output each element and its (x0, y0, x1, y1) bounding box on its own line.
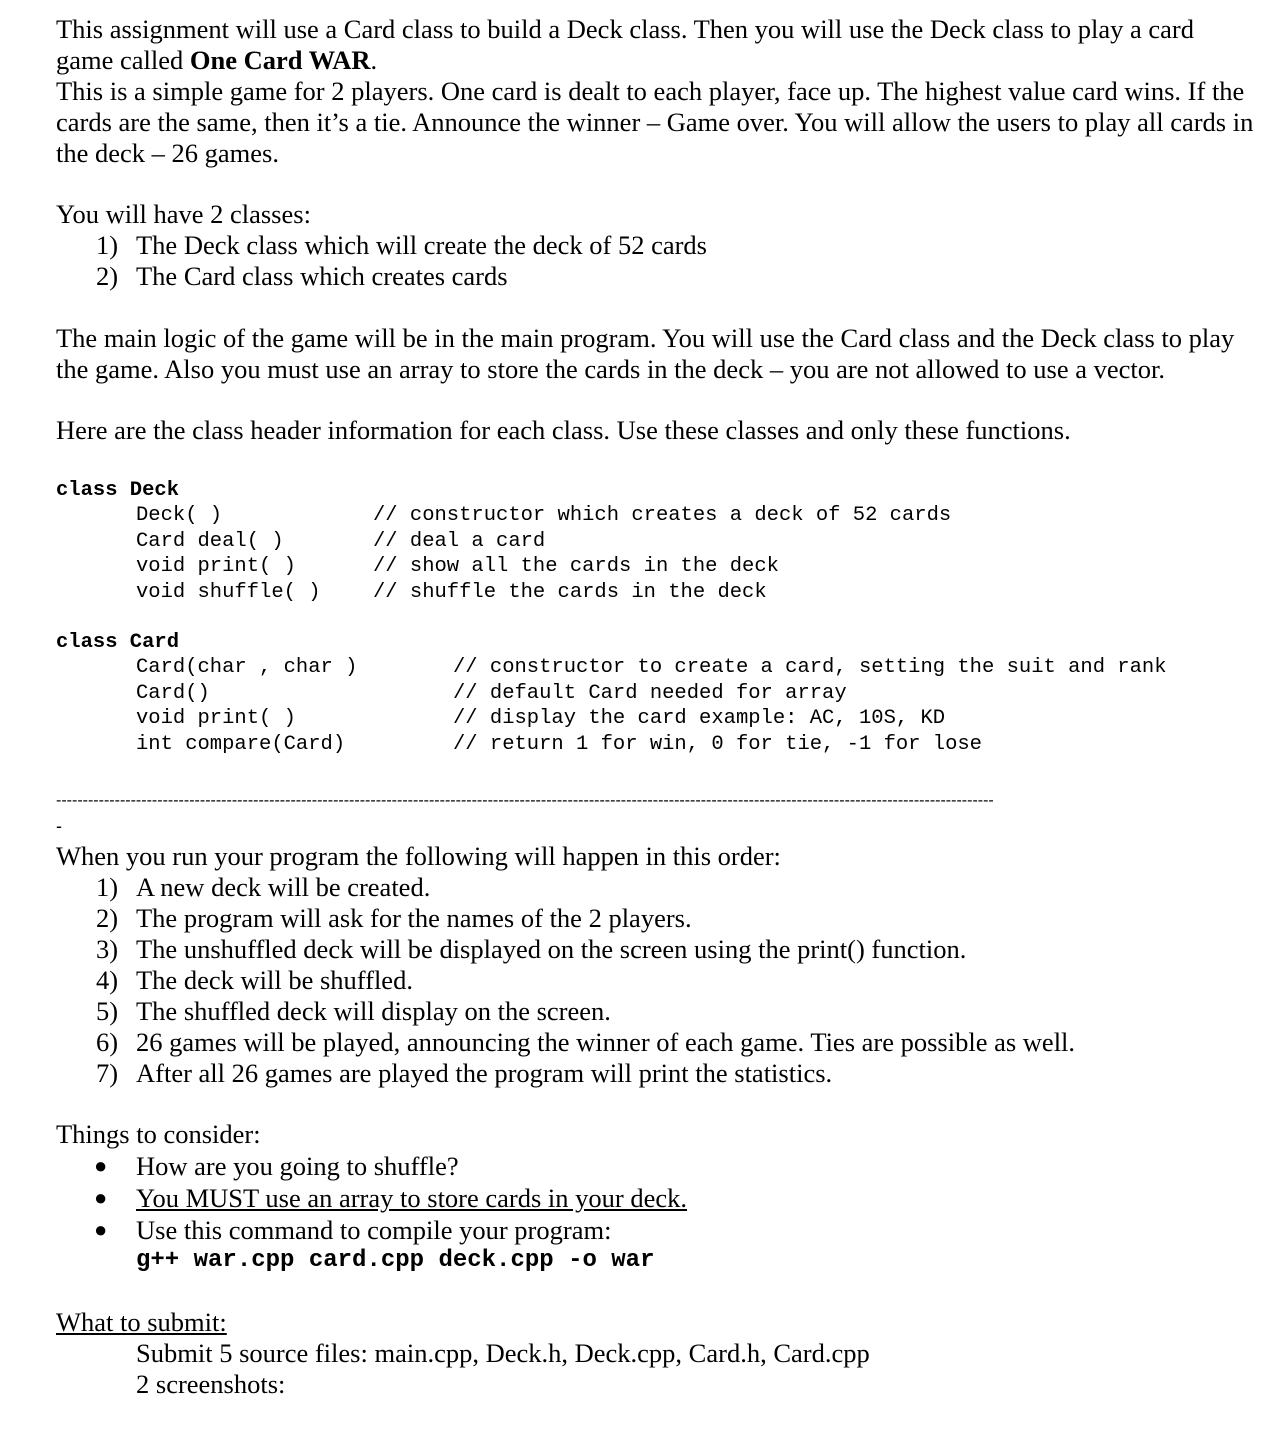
classes-intro: You will have 2 classes: (56, 199, 311, 229)
stray-dash: - (56, 815, 62, 836)
code-line: Card(char , char ) // constructor to create a card, setting the suit and rank (136, 656, 1167, 680)
compile-command: g++ war.cpp card.cpp deck.cpp -o war (136, 1246, 655, 1274)
list-item: ● You MUST use an array to store cards in your deck. (94, 1182, 688, 1213)
list-item: 5) The shuffled deck will display on the screen. (96, 995, 611, 1026)
bullet-icon: ● (94, 1216, 108, 1242)
rules-paragraph: This is a simple game for 2 players. One card is dealt to each player, face up. The highest value card wins. If the cards are the same, then it’s a tie. Announce the winner – Game over. You will allow the users to play all cards in the deck – 26 games. (56, 76, 1254, 168)
code-line: Deck( ) // constructor which creates a deck of 52 cards (136, 504, 952, 528)
submit-title: What to submit: (56, 1306, 227, 1337)
run-intro: When you run your program the following will happen in this order: (56, 840, 781, 871)
code-line: int compare(Card) // return 1 for win, 0 for tie, -1 for lose (136, 732, 982, 756)
card-class-header: class Card (56, 630, 180, 654)
list-item: ● Use this command to compile your program: (94, 1214, 612, 1245)
consider-title: Things to consider: (56, 1118, 261, 1149)
consider-list (56, 1150, 1256, 1246)
submit-line: Submit 5 source files: main.cpp, Deck.h, Deck.cpp, Card.h, Card.cpp (136, 1337, 870, 1368)
list-item: 1) The Deck class which will create the deck of 52 cards (96, 230, 707, 260)
list-item: 3) The unshuffled deck will be displayed on the screen using the print() function. (96, 933, 967, 964)
list-item: ● How are you going to shuffle? (94, 1150, 459, 1181)
list-item: 2) The program will ask for the names of the 2 players. (96, 902, 692, 933)
game-name: One Card WAR (189, 45, 371, 75)
list-item: 1) A new deck will be created. (96, 871, 431, 902)
intro-paragraph: This assignment will use a Card class to build a Deck class. Then you will use the Deck class to play a card game called One Card WAR. (56, 14, 1194, 75)
list-item: 7) After all 26 games are played the program will print the statistics. (96, 1057, 833, 1088)
list-item: 2) The Card class which creates cards (96, 261, 508, 291)
list-item: 4) The deck will be shuffled. (96, 964, 413, 995)
assignment-document (56, 14, 1256, 1400)
code-line: void print( ) // show all the cards in the deck (136, 555, 779, 579)
deck-class-header: class Deck (56, 479, 180, 502)
bullet-icon: ● (94, 1152, 108, 1178)
divider-line: -------------------------------------------------------------------------------------------------------------------------------------------------------------------------------- (56, 791, 994, 809)
code-line: void print( ) // display the card example: AC, 10S, KD (136, 707, 946, 731)
code-line: void shuffle( ) // shuffle the cards in the deck (136, 580, 767, 604)
card-class-code (56, 630, 1256, 757)
header-intro: Here are the class header information for each class. Use these classes and only these functions. (56, 415, 1071, 445)
code-line: Card deal( ) // deal a card (136, 529, 546, 553)
main-logic-paragraph: The main logic of the game will be in the main program. You will use the Card class and the Deck class to play the game. Also you must use an array to store the cards in the deck – you are not allowed to use a vector. (56, 323, 1235, 384)
list-item: 6) 26 games will be played, announcing the winner of each game. Ties are possible as well. (96, 1026, 1076, 1057)
deck-class-code (56, 478, 1256, 605)
run-steps-list (56, 872, 1256, 1089)
classes-list (56, 230, 1256, 292)
submit-line: 2 screenshots: (136, 1368, 286, 1399)
code-line: Card() // default Card needed for array (136, 681, 847, 705)
bullet-icon: ● (94, 1184, 108, 1210)
